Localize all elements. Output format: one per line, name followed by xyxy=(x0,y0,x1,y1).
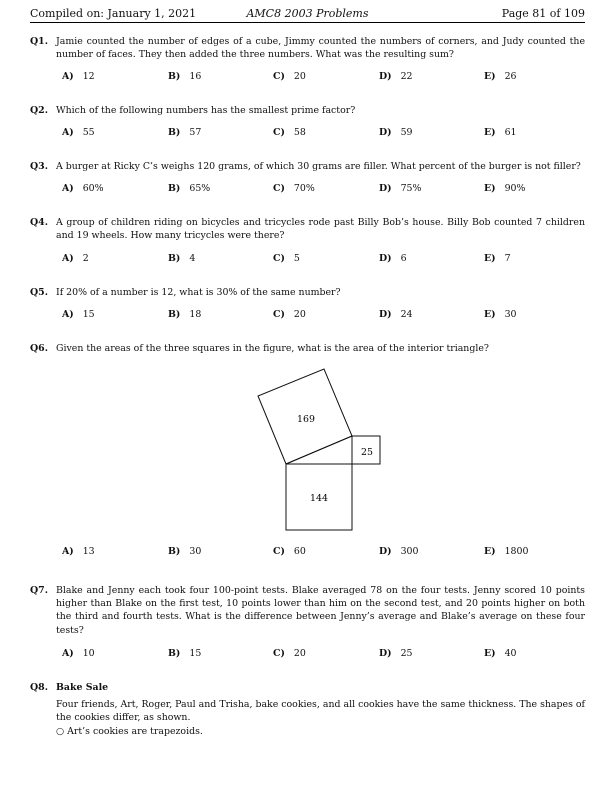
question-number: Q4. xyxy=(30,217,48,228)
question-1 xyxy=(30,35,585,61)
question-6 xyxy=(30,342,585,355)
choice-d[interactable]: D) 25 xyxy=(379,648,413,659)
bullet-item: ○ Art’s cookies are trapezoids. xyxy=(56,725,203,737)
question-number: Q8. xyxy=(30,682,48,693)
choice-c[interactable]: C) 60 xyxy=(273,546,306,557)
question-text: Blake and Jenny each took four 100-point tests. Blake averaged 78 on the four tests. Jenny scored 10 points higher than Blake on the first test, 10 points lower than him on the second test, and 20 points higher on both the third and fourth tests. What is the difference between Jenny’s average and Blake’s average on these four tests? xyxy=(56,585,585,636)
choice-c[interactable]: C) 20 xyxy=(273,648,306,659)
page-header xyxy=(30,7,585,23)
question-number: Q7. xyxy=(30,585,48,596)
choice-d[interactable]: D) 6 xyxy=(379,253,407,264)
question-text: A burger at Ricky C’s weighs 120 grams, of which 30 grams are filler. What percent of the burger is not filler? xyxy=(56,161,581,172)
document-title: AMC8 2003 Problems xyxy=(246,7,369,20)
choice-c[interactable]: C) 20 xyxy=(273,309,306,320)
question-text: Four friends, Art, Roger, Paul and Trisha, bake cookies, and all cookies have the same thickness. The shapes of the cookies differ, as shown. xyxy=(56,699,585,724)
question-number: Q3. xyxy=(30,161,48,172)
question-number: Q5. xyxy=(30,287,48,298)
choice-a[interactable]: A) 13 xyxy=(62,546,95,557)
choice-b[interactable]: B) 18 xyxy=(168,309,202,320)
choice-c[interactable]: C) 58 xyxy=(273,127,306,138)
choice-a[interactable]: A) 60% xyxy=(62,183,104,194)
question-text: Which of the following numbers has the smallest prime factor? xyxy=(56,105,356,116)
choice-d[interactable]: D) 24 xyxy=(379,309,413,320)
question-text: Given the areas of the three squares in the figure, what is the area of the interior triangle? xyxy=(56,343,489,354)
choice-d[interactable]: D) 300 xyxy=(379,546,419,557)
interior-triangle xyxy=(286,436,352,464)
choice-b[interactable]: B) 16 xyxy=(168,71,202,82)
header-rule xyxy=(30,22,585,23)
choice-b[interactable]: B) 4 xyxy=(168,253,196,264)
question-2 xyxy=(30,104,585,117)
choice-e[interactable]: E) 30 xyxy=(484,309,517,320)
question-number: Q1. xyxy=(30,36,48,47)
choice-a[interactable]: A) 10 xyxy=(62,648,95,659)
choice-a[interactable]: A) 15 xyxy=(62,309,95,320)
question-7 xyxy=(30,584,585,637)
choice-a[interactable]: A) 2 xyxy=(62,253,89,264)
choice-a[interactable]: A) 55 xyxy=(62,127,95,138)
question-number: Q2. xyxy=(30,105,48,116)
choice-e[interactable]: E) 1800 xyxy=(484,546,529,557)
choice-c[interactable]: C) 70% xyxy=(273,183,315,194)
choice-e[interactable]: E) 7 xyxy=(484,253,511,264)
question-3 xyxy=(30,160,585,173)
choice-e[interactable]: E) 90% xyxy=(484,183,526,194)
choice-e[interactable]: E) 61 xyxy=(484,127,517,138)
choice-b[interactable]: B) 57 xyxy=(168,127,202,138)
choice-a[interactable]: A) 12 xyxy=(62,71,95,82)
choice-d[interactable]: D) 59 xyxy=(379,127,413,138)
label-144: 144 xyxy=(310,493,328,504)
choice-b[interactable]: B) 15 xyxy=(168,648,202,659)
question-5 xyxy=(30,286,585,299)
squares-triangle-figure xyxy=(252,368,392,533)
question-text: If 20% of a number is 12, what is 30% of the same number? xyxy=(56,287,341,298)
label-25: 25 xyxy=(361,447,373,458)
compiled-date: Compiled on: January 1, 2021 xyxy=(30,7,197,20)
choice-c[interactable]: C) 5 xyxy=(273,253,300,264)
question-text: Jamie counted the number of edges of a cube, Jimmy counted the numbers of corners, and Judy counted the number of faces. They then added the three numbers. What was the resulting sum? xyxy=(56,36,585,61)
question-4 xyxy=(30,216,585,242)
choice-b[interactable]: B) 65% xyxy=(168,183,211,194)
question-8 xyxy=(30,681,585,738)
choice-b[interactable]: B) 30 xyxy=(168,546,202,557)
question-number: Q6. xyxy=(30,343,48,354)
choice-e[interactable]: E) 40 xyxy=(484,648,517,659)
question-title: Bake Sale xyxy=(56,682,109,693)
choice-e[interactable]: E) 26 xyxy=(484,71,517,82)
label-169: 169 xyxy=(297,414,315,425)
choice-d[interactable]: D) 75% xyxy=(379,183,422,194)
choice-c[interactable]: C) 20 xyxy=(273,71,306,82)
question-text: A group of children riding on bicycles and tricycles rode past Billy Bob’s house. Billy Bob counted 7 children and 19 wheels. How many tricycles were there? xyxy=(56,217,585,242)
choice-d[interactable]: D) 22 xyxy=(379,71,413,82)
page-number: Page 81 of 109 xyxy=(501,7,585,20)
